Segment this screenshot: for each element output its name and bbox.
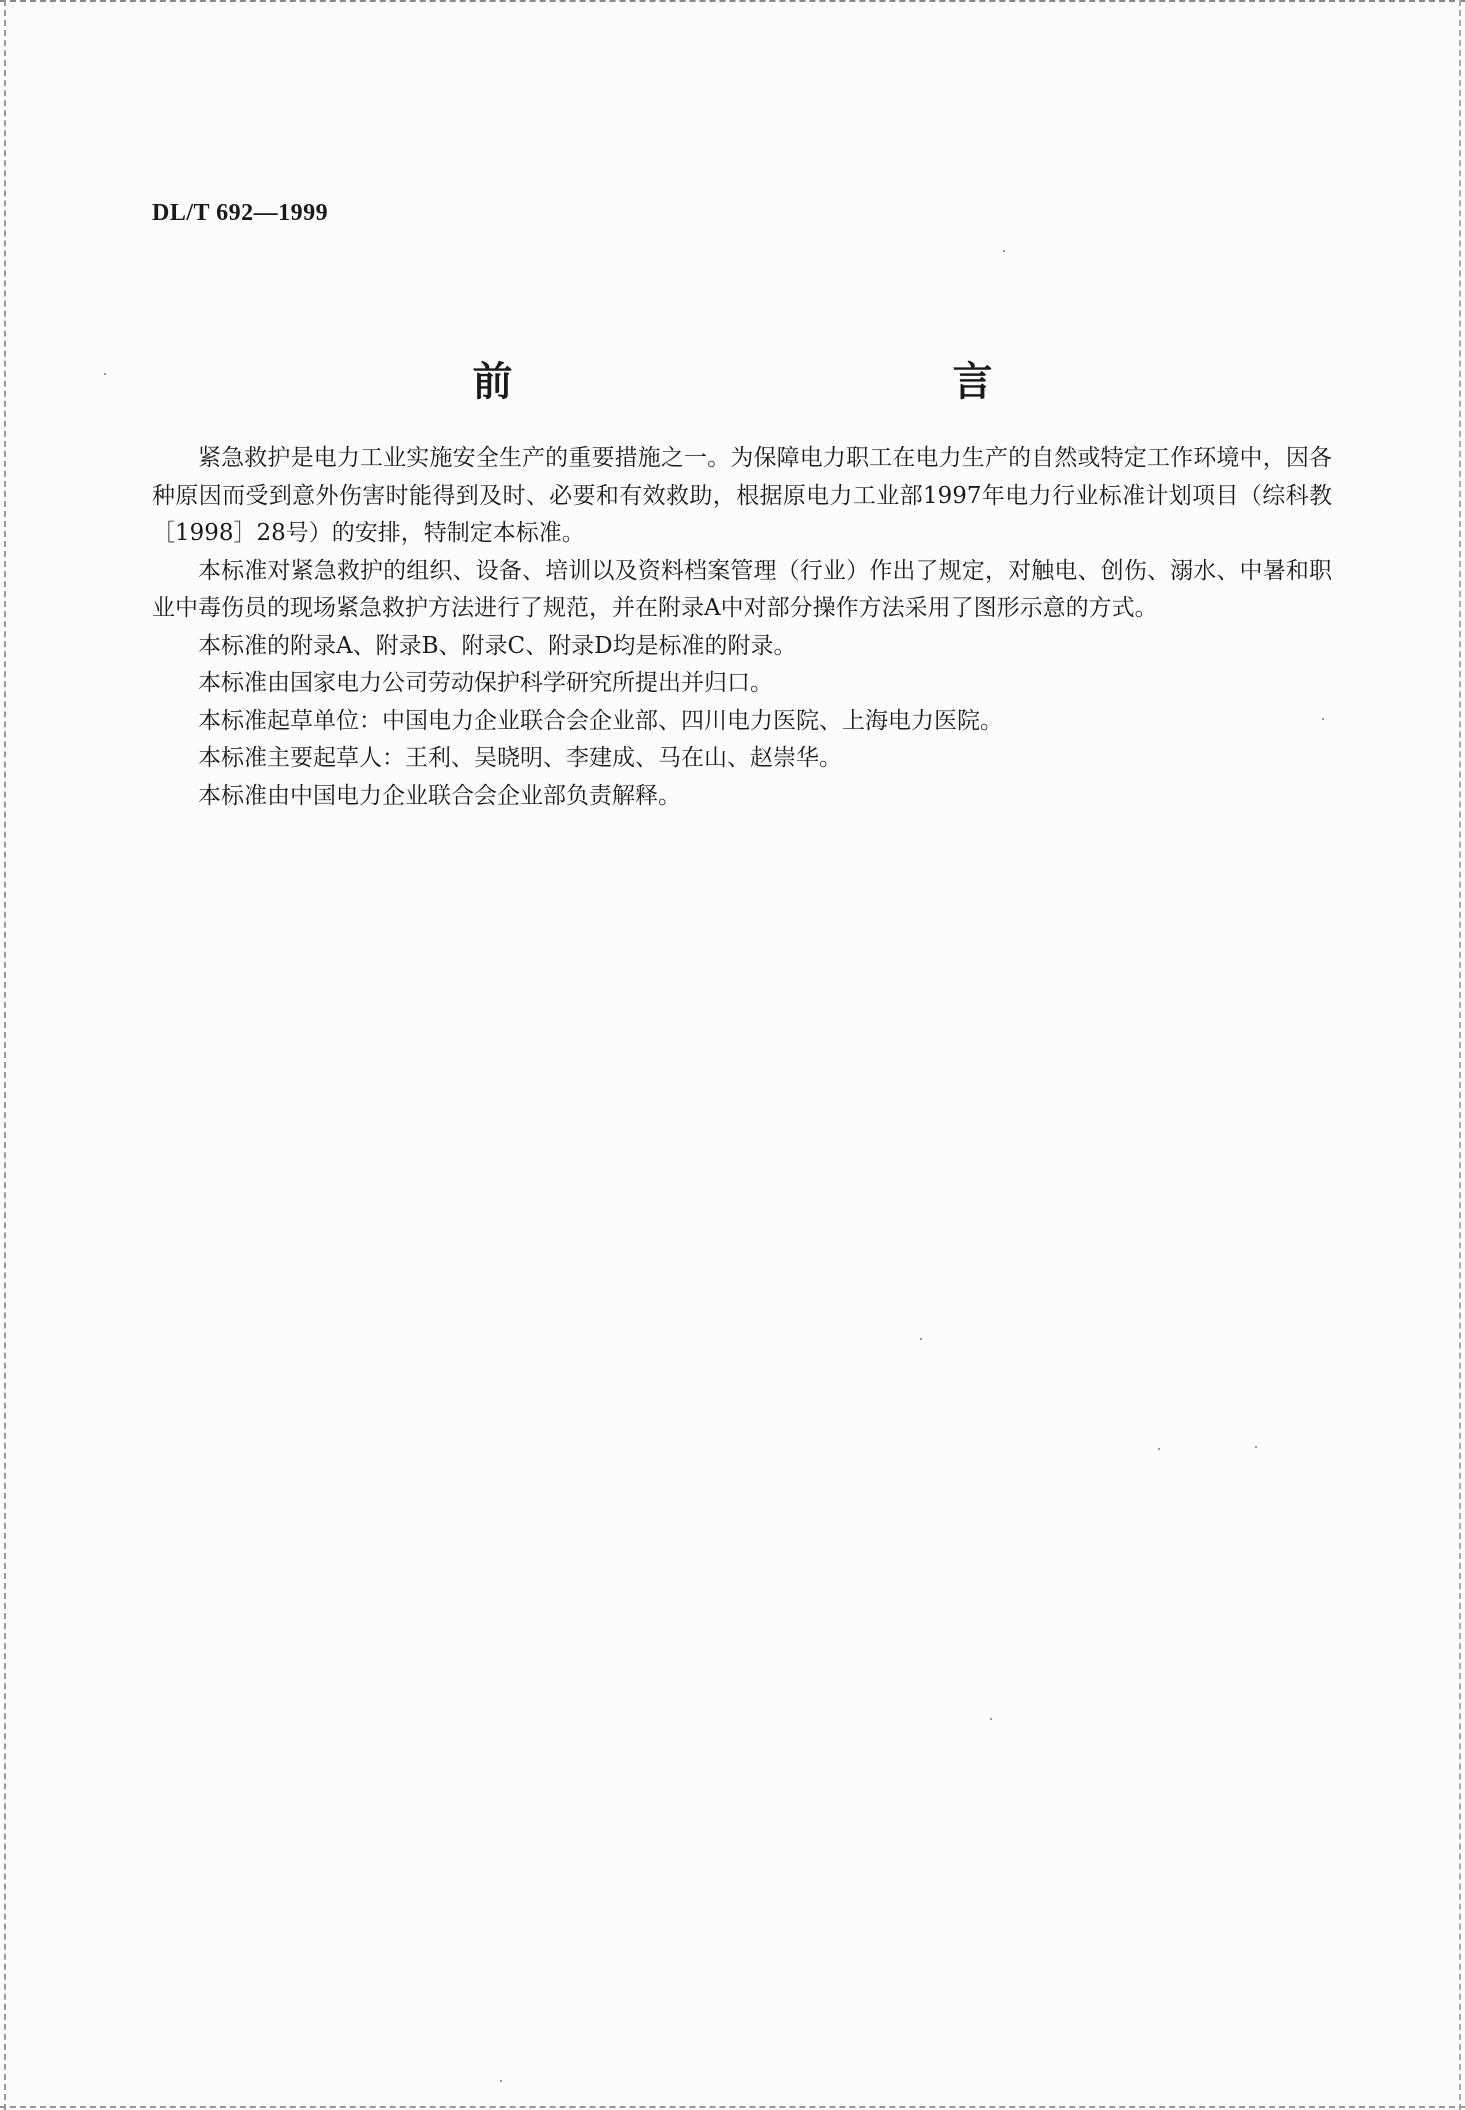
standard-code: DL/T 692—1999	[152, 200, 329, 226]
paragraph-5: 本标准起草单位：中国电力企业联合会企业部、四川电力医院、上海电力医院。	[198, 707, 1003, 734]
paragraph-3: 本标准的附录A、附录B、附录C、附录D均是标准的附录。	[198, 632, 797, 659]
scan-edge-bottom	[0, 2104, 1465, 2108]
paragraph-6: 本标准主要起草人：王利、吴晓明、李建成、马在山、赵崇华。	[198, 745, 842, 771]
scan-edge-top	[0, 0, 1465, 4]
scan-speck	[1158, 1448, 1160, 1450]
scan-edge-left	[4, 0, 8, 2110]
scan-speck	[500, 2080, 502, 2082]
paragraph-4: 本标准由国家电力公司劳动保护科学研究所提出并归口。	[198, 670, 773, 696]
scan-speck	[990, 1718, 992, 1720]
scan-speck	[1322, 718, 1324, 720]
scan-speck	[920, 1338, 922, 1340]
scan-speck	[104, 373, 106, 375]
paragraph-7: 本标准由中国电力企业联合会企业部负责解释。	[198, 782, 681, 809]
preface-body	[152, 440, 1332, 815]
scan-speck	[1003, 250, 1005, 252]
scan-edge-right	[1457, 0, 1461, 2110]
scan-speck	[1255, 1446, 1257, 1448]
page-title: 前 言	[472, 358, 1113, 405]
paragraph-1: 紧急救护是电力工业实施安全生产的重要措施之一。为保障电力职工在电力生产的自然或特定工作环境中，因各种原因而受到意外伤害时能得到及时、必要和有效救助，根据原电力工业部1997年电力行业标准计划项目（综科教［1998］28号）的安排，特制定本标准。	[152, 445, 1332, 546]
paragraph-2: 本标准对紧急救护的组织、设备、培训以及资料档案管理（行业）作出了规定，对触电、创伤、溺水、中暑和职业中毒伤员的现场紧急救护方法进行了规范，并在附录A中对部分操作方法采用了图形示意的方式。	[152, 557, 1332, 621]
